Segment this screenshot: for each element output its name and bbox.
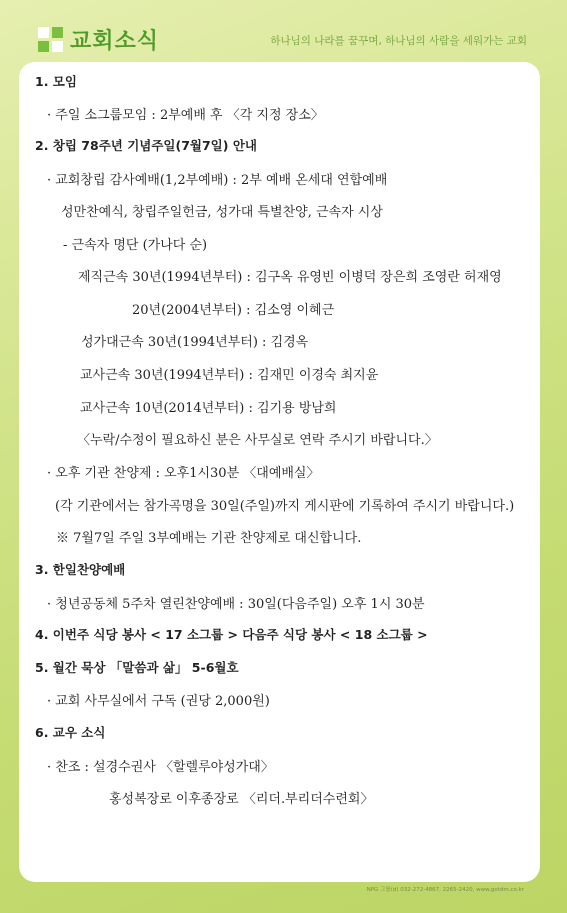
text-line: 성가대근속 30년(1994년부터) : 김경옥 bbox=[81, 335, 309, 350]
section-heading-anniversary: 2. 창립 78주년 기념주일(7월7일) 안내 bbox=[35, 138, 257, 153]
text-line: 제직근속 30년(1994년부터) : 김구옥 유영빈 이병덕 장은희 조영란 허재영 bbox=[78, 270, 502, 285]
news-card bbox=[19, 62, 540, 882]
text-line: 〈누락/수정이 필요하신 분은 사무실로 연락 주시기 바랍니다.〉 bbox=[77, 433, 438, 448]
text-line: · 교회창립 감사예배(1,2부예배) : 2부 예배 온세대 연합예배 bbox=[47, 173, 388, 188]
text-line: 홍성복장로 이후종장로 〈리더.부리더수련회〉 bbox=[109, 792, 374, 807]
section-heading-members: 6. 교우 소식 bbox=[35, 725, 106, 740]
page-title: 교회소식 bbox=[70, 29, 160, 54]
text-line: · 찬조 : 설경수권사 〈할렐루야성가대〉 bbox=[47, 760, 274, 775]
section-heading-kitchen: 4. 이번주 식당 봉사 < 17 소그룹 > 다음주 식당 봉사 < 18 소그룹 > bbox=[35, 627, 428, 642]
text-line: · 오후 기관 찬양제 : 오후1시30분 〈대예배실〉 bbox=[47, 466, 320, 481]
text-line: · 청년공동체 5주차 열린찬양예배 : 30일(다음주일) 오후 1시 30분 bbox=[47, 597, 425, 612]
text-line: ※ 7월7일 주일 3부예배는 기관 찬양제로 대신합니다. bbox=[56, 531, 362, 546]
cross-logo-icon bbox=[38, 27, 64, 53]
footer-credit: NPG 그룹(d) 032-272-4867, 2265-2420, www.gotdm.co.kr bbox=[366, 887, 524, 893]
section-heading-worship: 3. 한일찬양예배 bbox=[35, 562, 126, 577]
section-heading-devotional: 5. 월간 묵상 「말씀과 삶」 5-6월호 bbox=[35, 660, 239, 675]
text-line: · 주일 소그룹모임 : 2부예배 후 〈각 지정 장소〉 bbox=[47, 108, 324, 123]
text-line: (각 기관에서는 참가곡명을 30일(주일)까지 게시판에 기록하여 주시기 바랍니다.) bbox=[55, 499, 515, 514]
text-line: · 교회 사무실에서 구독 (권당 2,000원) bbox=[47, 694, 270, 709]
text-line: - 근속자 명단 (가나다 순) bbox=[63, 238, 208, 253]
section-heading-meeting: 1. 모임 bbox=[35, 74, 77, 89]
text-line: 성만찬예식, 창립주일헌금, 성가대 특별찬양, 근속자 시상 bbox=[61, 205, 383, 220]
text-line: 교사근속 30년(1994년부터) : 김재민 이경숙 최지윤 bbox=[80, 368, 379, 383]
text-line: 20년(2004년부터) : 김소영 이혜근 bbox=[132, 303, 335, 318]
header bbox=[0, 0, 567, 64]
text-line: 교사근속 10년(2014년부터) : 김기용 방남희 bbox=[80, 401, 337, 416]
church-motto: 하나님의 나라를 꿈꾸며, 하나님의 사람을 세워가는 교회 bbox=[270, 35, 527, 47]
